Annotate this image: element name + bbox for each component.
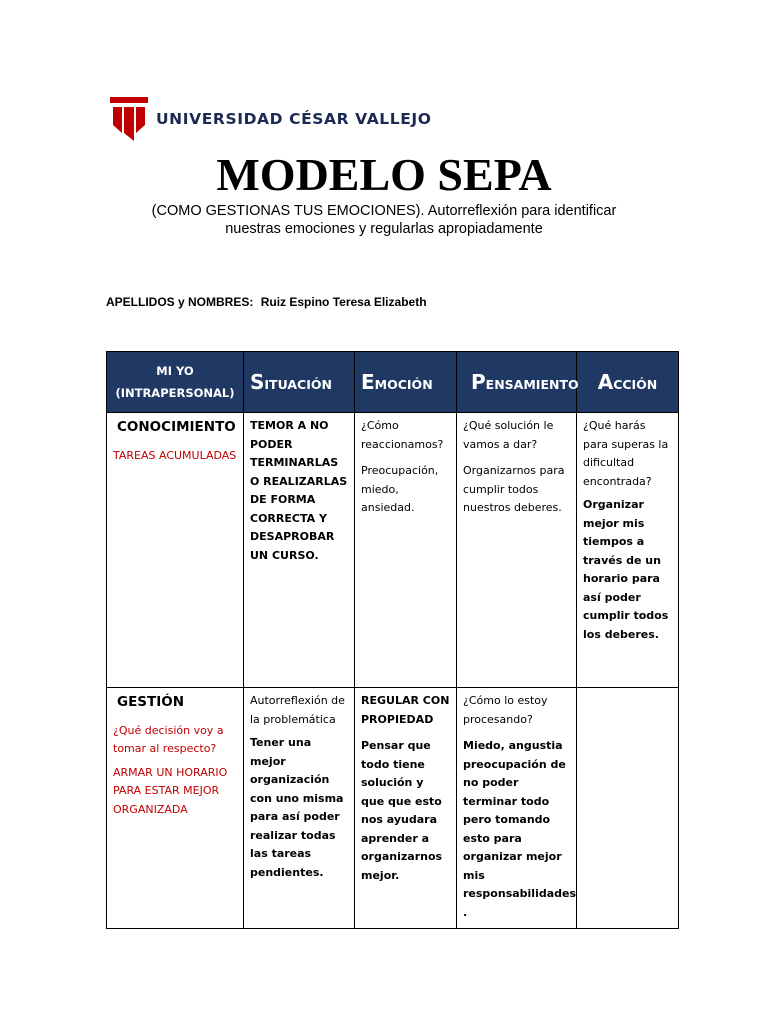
cell-emocion	[355, 688, 457, 929]
header-emocion	[355, 352, 457, 413]
university-logo	[110, 97, 432, 141]
emocion-question: ¿Cómo reaccionamos?	[361, 419, 444, 451]
student-line	[106, 295, 427, 309]
cell-situacion	[244, 688, 355, 929]
corner-line-2: (INTRAPERSONAL)	[115, 386, 235, 400]
accion-answer: Organizar mejor mis tiempos a través de un horario para así poder cumplir todos los deberes.	[583, 498, 669, 641]
row-subtitle: TAREAS ACUMULADAS	[113, 448, 237, 462]
header-pensamiento	[457, 352, 577, 413]
emocion-question: REGULAR CON PROPIEDAD	[361, 694, 450, 726]
pensamiento-answer: Miedo, angustia preocupación de no poder terminar todo pero tomando esto para organizar mejor mis responsabilidades .	[463, 739, 577, 919]
cell-accion	[577, 413, 679, 688]
header-accion-rest: CCIÓN	[613, 377, 658, 392]
header-pensamiento-rest: ENSAMIENTO	[485, 377, 579, 392]
pensamiento-question: ¿Qué solución le vamos a dar?	[463, 419, 554, 451]
accion-question: ¿Qué harás para superas la dificultad encontrada?	[583, 419, 669, 488]
student-label: APELLIDOS y NOMBRES:	[106, 295, 254, 309]
student-name: Ruiz Espino Teresa Elizabeth	[260, 295, 427, 309]
table-row-gestion	[107, 688, 679, 929]
header-row	[107, 352, 679, 413]
row-title: GESTIÓN	[117, 694, 185, 710]
cell-pensamiento	[457, 688, 577, 929]
header-emocion-rest: MOCIÓN	[374, 377, 433, 392]
cell-situacion	[244, 413, 355, 688]
corner-line-1: MI YO	[156, 364, 194, 378]
corner-header	[107, 352, 244, 413]
cell-accion	[577, 688, 679, 929]
header-situacion-initial: S	[250, 370, 265, 394]
situacion-text: TEMOR A NO PODER TERMINARLAS O REALIZARLAS DE FORMA CORRECTA Y DESAPROBAR UN CURSO.	[250, 419, 348, 562]
header-accion-initial: A	[597, 370, 614, 394]
cell-pensamiento	[457, 413, 577, 688]
emocion-answer: Pensar que todo tiene solución y que que esto nos ayudara aprender a organizarnos mejor.	[361, 739, 443, 882]
row-question: ¿Qué decisión voy a tomar al respecto?	[113, 723, 224, 755]
emocion-answer: Preocupación, miedo, ansiedad.	[361, 464, 439, 514]
table-row-conocimiento	[107, 413, 679, 688]
page-title: MODELO SEPA	[216, 149, 552, 200]
pensamiento-answer: Organizarnos para cumplir todos nuestros deberes.	[463, 464, 565, 514]
pensamiento-question: ¿Cómo lo estoy procesando?	[463, 694, 548, 726]
university-name: UNIVERSIDAD CÉSAR VALLEJO	[156, 110, 432, 128]
sepa-table	[106, 351, 679, 929]
header-emocion-initial: E	[361, 370, 375, 394]
situacion-text-1: Autorreflexión de la problemática	[250, 694, 345, 726]
row-title: CONOCIMIENTO	[117, 419, 236, 435]
university-shield-icon	[110, 97, 148, 141]
situacion-text-2: Tener una mejor organización con uno misma para así poder realizar todas las tareas pendientes.	[250, 736, 344, 879]
header-pensamiento-initial: P	[471, 370, 486, 394]
header-situacion-rest: ITUACIÓN	[264, 377, 332, 392]
page-subtitle: (COMO GESTIONAS TUS EMOCIONES). Autorreflexión para identificar nuestras emociones y regularlas apropiadamente	[151, 203, 617, 237]
cell-gestion	[107, 688, 244, 929]
cell-conocimiento	[107, 413, 244, 688]
header-situacion	[244, 352, 355, 413]
cell-emocion	[355, 413, 457, 688]
header-accion	[577, 352, 679, 413]
row-answer: ARMAR UN HORARIO PARA ESTAR MEJOR ORGANIZADA	[113, 765, 228, 816]
